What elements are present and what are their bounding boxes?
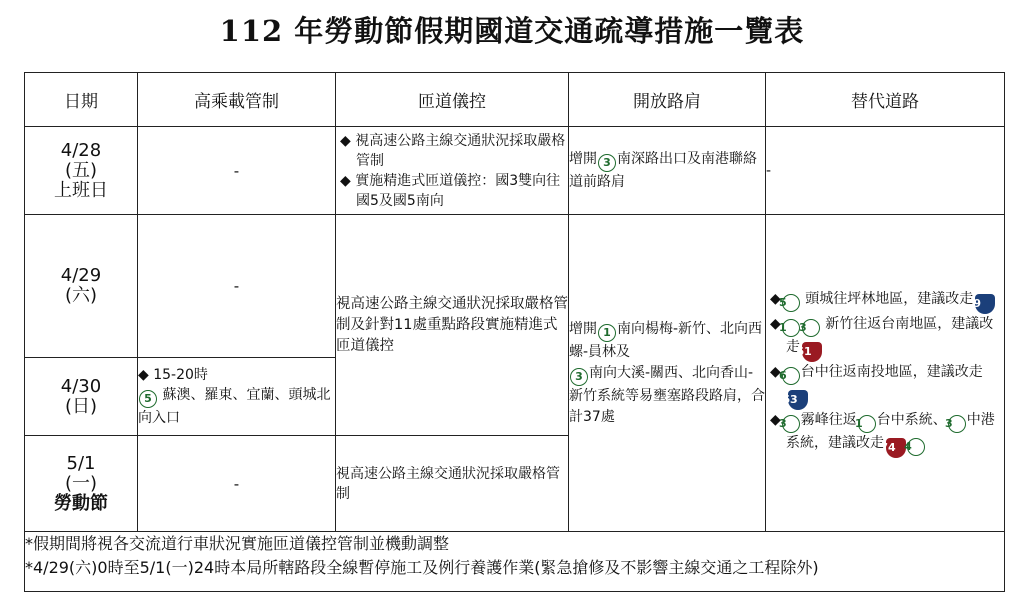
route-shield-icon: 5 bbox=[782, 294, 800, 312]
route-shield-icon: 4 bbox=[907, 438, 925, 456]
hov-cell: ◆ 15-20時 5 蘇澳、羅東、宜蘭、頭城北向入口 bbox=[138, 358, 336, 436]
shoulder-cell: 增開 1 南向楊梅-新竹、北向西螺-員林及 3 南向大溪-關西、北向香山-新竹系統等易壅塞路段路肩，合計37處 bbox=[569, 215, 766, 532]
provincial-road-badge-icon: 61 bbox=[802, 342, 822, 362]
note-line: *假期間將視各交流道行車狀況實施匝道儀控管制並機動調整 bbox=[25, 534, 450, 553]
table-row bbox=[25, 127, 1005, 215]
route-shield-icon: 3 bbox=[782, 415, 800, 433]
provincial-road-badge-icon: 63 bbox=[788, 390, 808, 410]
date-cell: 4/28 (五) 上班日 bbox=[25, 127, 138, 215]
date-cell: 4/29 (六) bbox=[25, 215, 138, 358]
header-date: 日期 bbox=[25, 73, 138, 127]
header-hov: 高乘載管制 bbox=[138, 73, 336, 127]
route-shield-icon: 5 bbox=[139, 390, 157, 408]
route-shield-icon: 3 bbox=[598, 154, 616, 172]
shoulder-cell: 增開 3 南深路出口及南港聯絡道前路肩 bbox=[569, 127, 766, 215]
traffic-measures-table bbox=[24, 72, 1005, 592]
hov-cell: - bbox=[138, 215, 336, 358]
hov-cell: - bbox=[138, 127, 336, 215]
route-shield-icon: 1 bbox=[858, 415, 876, 433]
ramp-cell: 視高速公路主線交通狀況採取嚴格管制 bbox=[336, 436, 569, 532]
route-shield-icon: 3 bbox=[570, 368, 588, 386]
table-row bbox=[25, 215, 1005, 358]
page-title: 112 年勞動節假期國道交通疏導措施一覽表 bbox=[219, 14, 805, 48]
notes-cell bbox=[25, 532, 1005, 592]
header-row bbox=[25, 73, 1005, 127]
route-shield-icon: 6 bbox=[782, 367, 800, 385]
ramp-cell: 視高速公路主線交通狀況採取嚴格管制及針對11處重點路段實施精進式匝道儀控 bbox=[336, 215, 569, 436]
note-line: *4/29(六)0時至5/1(一)24時本局所轄路段全線暫停施工及例行養護作業(緊急搶修及不影響主線交通之工程除外) bbox=[25, 558, 819, 577]
provincial-road-badge-icon: 74 bbox=[886, 438, 906, 458]
header-ramp-metering: 匝道儀控 bbox=[336, 73, 569, 127]
route-shield-icon: 1 bbox=[782, 319, 800, 337]
ramp-cell: ◆ 視高速公路主線交通狀況採取嚴格管制 ◆ 實施精進式匝道儀控：國3雙向往國5及國5南向 bbox=[336, 127, 569, 215]
header-alternate-route: 替代道路 bbox=[766, 73, 1005, 127]
header-shoulder: 開放路肩 bbox=[569, 73, 766, 127]
alt-cell: - bbox=[766, 127, 1005, 215]
route-shield-icon: 3 bbox=[948, 415, 966, 433]
route-shield-icon: 3 bbox=[802, 319, 820, 337]
date-cell: 4/30 (日) bbox=[25, 358, 138, 436]
provincial-road-badge-icon: 9 bbox=[975, 294, 995, 314]
route-shield-icon: 1 bbox=[598, 324, 616, 342]
hov-cell: - bbox=[138, 436, 336, 532]
notes-row bbox=[25, 532, 1005, 592]
alt-cell: ◆5 頭城往坪林地區，建議改走9 ◆1 3 新竹往返台南地區，建議改走61 ◆6 台中往返南投地區，建議改走63 ◆3 霧峰往返1 台中系統、3 中港系統，建議改走74 4 bbox=[766, 215, 1005, 532]
date-cell: 5/1 (一) 勞動節 bbox=[25, 436, 138, 532]
